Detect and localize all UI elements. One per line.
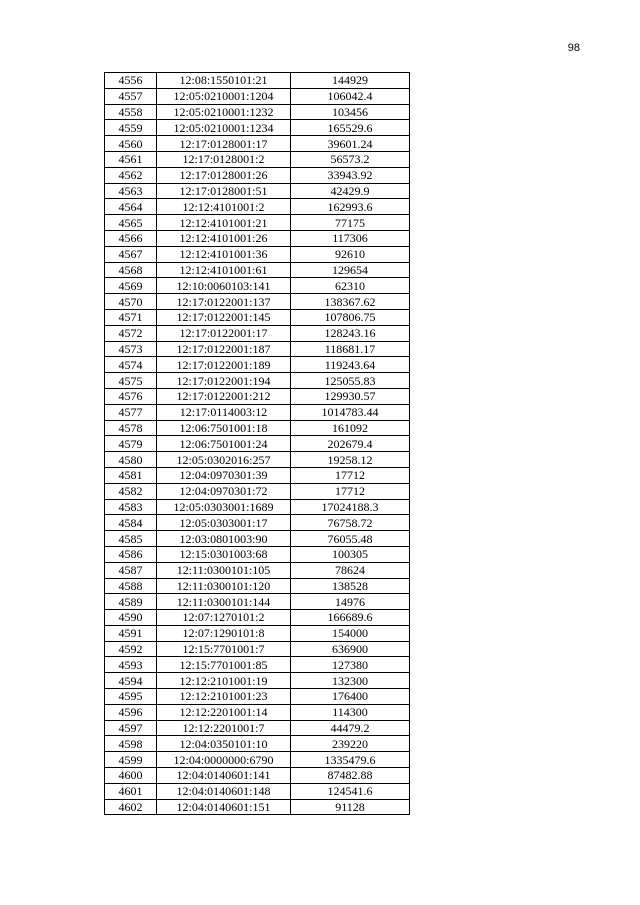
value-cell: 91128: [291, 799, 410, 815]
cadastral-number-cell: 12:17:0128001:17: [157, 136, 291, 152]
row-number-cell: 4588: [105, 578, 157, 594]
value-cell: 176400: [291, 689, 410, 705]
cadastral-number-cell: 12:15:7701001:7: [157, 641, 291, 657]
value-cell: 114300: [291, 704, 410, 720]
value-cell: 76758.72: [291, 515, 410, 531]
value-cell: 129930.57: [291, 388, 410, 404]
value-cell: 76055.48: [291, 531, 410, 547]
row-number-cell: 4574: [105, 357, 157, 373]
table-row: [105, 357, 410, 373]
table-row: [105, 467, 410, 483]
row-number-cell: 4585: [105, 531, 157, 547]
cadastral-number-cell: 12:05:0303001:17: [157, 515, 291, 531]
value-cell: 165529.6: [291, 120, 410, 136]
row-number-cell: 4559: [105, 120, 157, 136]
cadastral-number-cell: 12:17:0122001:194: [157, 373, 291, 389]
cadastral-number-cell: 12:17:0122001:17: [157, 325, 291, 341]
table-row: [105, 262, 410, 278]
value-cell: 144929: [291, 73, 410, 89]
cadastral-number-cell: 12:06:7501001:18: [157, 420, 291, 436]
row-number-cell: 4577: [105, 404, 157, 420]
row-number-cell: 4561: [105, 151, 157, 167]
row-number-cell: 4580: [105, 452, 157, 468]
cadastral-number-cell: 12:11:0300101:120: [157, 578, 291, 594]
cadastral-number-cell: 12:05:0303001:1689: [157, 499, 291, 515]
table-row: [105, 515, 410, 531]
table-row: [105, 736, 410, 752]
row-number-cell: 4565: [105, 215, 157, 231]
table-row: [105, 278, 410, 294]
table-row: [105, 151, 410, 167]
table-row: [105, 436, 410, 452]
value-cell: 202679.4: [291, 436, 410, 452]
row-number-cell: 4571: [105, 309, 157, 325]
row-number-cell: 4569: [105, 278, 157, 294]
row-number-cell: 4592: [105, 641, 157, 657]
value-cell: 106042.4: [291, 88, 410, 104]
cadastral-number-cell: 12:17:0128001:2: [157, 151, 291, 167]
value-cell: 107806.75: [291, 309, 410, 325]
table-row: [105, 183, 410, 199]
cadastral-number-cell: 12:03:0801003:90: [157, 531, 291, 547]
cadastral-number-cell: 12:11:0300101:105: [157, 562, 291, 578]
cadastral-number-cell: 12:12:4101001:26: [157, 230, 291, 246]
row-number-cell: 4575: [105, 373, 157, 389]
cadastral-number-cell: 12:04:0970301:39: [157, 467, 291, 483]
table-row: [105, 657, 410, 673]
cadastral-number-cell: 12:12:4101001:36: [157, 246, 291, 262]
cadastral-number-cell: 12:17:0122001:187: [157, 341, 291, 357]
value-cell: 132300: [291, 673, 410, 689]
row-number-cell: 4593: [105, 657, 157, 673]
table-row: [105, 562, 410, 578]
cadastral-number-cell: 12:04:0140601:148: [157, 783, 291, 799]
value-cell: 239220: [291, 736, 410, 752]
value-cell: 119243.64: [291, 357, 410, 373]
value-cell: 92610: [291, 246, 410, 262]
data-table: [104, 72, 410, 815]
table-row: [105, 768, 410, 784]
table-row: [105, 689, 410, 705]
cadastral-number-cell: 12:12:4101001:2: [157, 199, 291, 215]
table-row: [105, 294, 410, 310]
table-row: [105, 341, 410, 357]
cadastral-number-cell: 12:04:0350101:10: [157, 736, 291, 752]
row-number-cell: 4586: [105, 546, 157, 562]
value-cell: 166689.6: [291, 610, 410, 626]
row-number-cell: 4564: [105, 199, 157, 215]
row-number-cell: 4595: [105, 689, 157, 705]
table-row: [105, 230, 410, 246]
table-row: [105, 610, 410, 626]
table-row: [105, 452, 410, 468]
table-row: [105, 88, 410, 104]
row-number-cell: 4557: [105, 88, 157, 104]
value-cell: 33943.92: [291, 167, 410, 183]
cadastral-number-cell: 12:15:0301003:68: [157, 546, 291, 562]
row-number-cell: 4596: [105, 704, 157, 720]
value-cell: 127380: [291, 657, 410, 673]
cadastral-number-cell: 12:05:0210001:1232: [157, 104, 291, 120]
value-cell: 87482.88: [291, 768, 410, 784]
cadastral-number-cell: 12:17:0122001:212: [157, 388, 291, 404]
value-cell: 154000: [291, 625, 410, 641]
table-row: [105, 104, 410, 120]
value-cell: 100305: [291, 546, 410, 562]
row-number-cell: 4578: [105, 420, 157, 436]
value-cell: 161092: [291, 420, 410, 436]
value-cell: 19258.12: [291, 452, 410, 468]
cadastral-number-cell: 12:05:0210001:1234: [157, 120, 291, 136]
value-cell: 162993.6: [291, 199, 410, 215]
table-row: [105, 388, 410, 404]
cadastral-number-cell: 12:04:0970301:72: [157, 483, 291, 499]
row-number-cell: 4579: [105, 436, 157, 452]
value-cell: 42429.9: [291, 183, 410, 199]
table-row: [105, 546, 410, 562]
row-number-cell: 4594: [105, 673, 157, 689]
row-number-cell: 4581: [105, 467, 157, 483]
value-cell: 17712: [291, 467, 410, 483]
row-number-cell: 4589: [105, 594, 157, 610]
cadastral-number-cell: 12:04:0000000:6790: [157, 752, 291, 768]
row-number-cell: 4572: [105, 325, 157, 341]
cadastral-number-cell: 12:08:1550101:21: [157, 73, 291, 89]
cadastral-number-cell: 12:10:0060103:141: [157, 278, 291, 294]
table-row: [105, 720, 410, 736]
cadastral-number-cell: 12:17:0114003:12: [157, 404, 291, 420]
row-number-cell: 4587: [105, 562, 157, 578]
table-row: [105, 578, 410, 594]
table-row: [105, 783, 410, 799]
cadastral-number-cell: 12:12:2201001:14: [157, 704, 291, 720]
value-cell: 39601.24: [291, 136, 410, 152]
value-cell: 103456: [291, 104, 410, 120]
table-body: [105, 73, 410, 815]
table-row: [105, 531, 410, 547]
cadastral-number-cell: 12:17:0122001:145: [157, 309, 291, 325]
value-cell: 78624: [291, 562, 410, 578]
cadastral-number-cell: 12:04:0140601:151: [157, 799, 291, 815]
row-number-cell: 4583: [105, 499, 157, 515]
cadastral-number-cell: 12:07:1290101:8: [157, 625, 291, 641]
row-number-cell: 4590: [105, 610, 157, 626]
row-number-cell: 4601: [105, 783, 157, 799]
page-number: 98: [567, 42, 580, 54]
cadastral-number-cell: 12:17:0128001:26: [157, 167, 291, 183]
row-number-cell: 4597: [105, 720, 157, 736]
cadastral-number-cell: 12:15:7701001:85: [157, 657, 291, 673]
table-row: [105, 136, 410, 152]
row-number-cell: 4600: [105, 768, 157, 784]
value-cell: 1014783.44: [291, 404, 410, 420]
value-cell: 138528: [291, 578, 410, 594]
table-row: [105, 167, 410, 183]
row-number-cell: 4573: [105, 341, 157, 357]
cadastral-number-cell: 12:12:4101001:21: [157, 215, 291, 231]
table-row: [105, 704, 410, 720]
value-cell: 117306: [291, 230, 410, 246]
row-number-cell: 4599: [105, 752, 157, 768]
value-cell: 124541.6: [291, 783, 410, 799]
table-row: [105, 594, 410, 610]
row-number-cell: 4602: [105, 799, 157, 815]
table-row: [105, 373, 410, 389]
value-cell: 17024188.3: [291, 499, 410, 515]
row-number-cell: 4570: [105, 294, 157, 310]
cadastral-number-cell: 12:12:2201001:7: [157, 720, 291, 736]
cadastral-number-cell: 12:12:2101001:19: [157, 673, 291, 689]
table-row: [105, 625, 410, 641]
table-row: [105, 483, 410, 499]
cadastral-number-cell: 12:12:2101001:23: [157, 689, 291, 705]
value-cell: 56573.2: [291, 151, 410, 167]
cadastral-number-cell: 12:07:1270101:2: [157, 610, 291, 626]
cadastral-number-cell: 12:17:0122001:137: [157, 294, 291, 310]
row-number-cell: 4584: [105, 515, 157, 531]
table-row: [105, 420, 410, 436]
row-number-cell: 4568: [105, 262, 157, 278]
row-number-cell: 4567: [105, 246, 157, 262]
table-row: [105, 673, 410, 689]
table-row: [105, 215, 410, 231]
table-row: [105, 499, 410, 515]
value-cell: 138367.62: [291, 294, 410, 310]
value-cell: 62310: [291, 278, 410, 294]
cadastral-number-cell: 12:05:0302016:257: [157, 452, 291, 468]
value-cell: 14976: [291, 594, 410, 610]
value-cell: 44479.2: [291, 720, 410, 736]
cadastral-number-cell: 12:12:4101001:61: [157, 262, 291, 278]
row-number-cell: 4598: [105, 736, 157, 752]
table-row: [105, 309, 410, 325]
row-number-cell: 4556: [105, 73, 157, 89]
table-row: [105, 120, 410, 136]
value-cell: 125055.83: [291, 373, 410, 389]
table-row: [105, 199, 410, 215]
row-number-cell: 4562: [105, 167, 157, 183]
table-row: [105, 73, 410, 89]
table-row: [105, 799, 410, 815]
table-row: [105, 404, 410, 420]
table-row: [105, 752, 410, 768]
row-number-cell: 4591: [105, 625, 157, 641]
cadastral-number-cell: 12:11:0300101:144: [157, 594, 291, 610]
row-number-cell: 4560: [105, 136, 157, 152]
value-cell: 118681.17: [291, 341, 410, 357]
row-number-cell: 4566: [105, 230, 157, 246]
cadastral-number-cell: 12:04:0140601:141: [157, 768, 291, 784]
value-cell: 128243.16: [291, 325, 410, 341]
cadastral-number-cell: 12:06:7501001:24: [157, 436, 291, 452]
value-cell: 1335479.6: [291, 752, 410, 768]
value-cell: 636900: [291, 641, 410, 657]
value-cell: 17712: [291, 483, 410, 499]
row-number-cell: 4558: [105, 104, 157, 120]
cadastral-number-cell: 12:17:0122001:189: [157, 357, 291, 373]
value-cell: 77175: [291, 215, 410, 231]
row-number-cell: 4582: [105, 483, 157, 499]
table-row: [105, 641, 410, 657]
cadastral-number-cell: 12:05:0210001:1204: [157, 88, 291, 104]
row-number-cell: 4563: [105, 183, 157, 199]
value-cell: 129654: [291, 262, 410, 278]
table-row: [105, 325, 410, 341]
cadastral-number-cell: 12:17:0128001:51: [157, 183, 291, 199]
table-row: [105, 246, 410, 262]
row-number-cell: 4576: [105, 388, 157, 404]
